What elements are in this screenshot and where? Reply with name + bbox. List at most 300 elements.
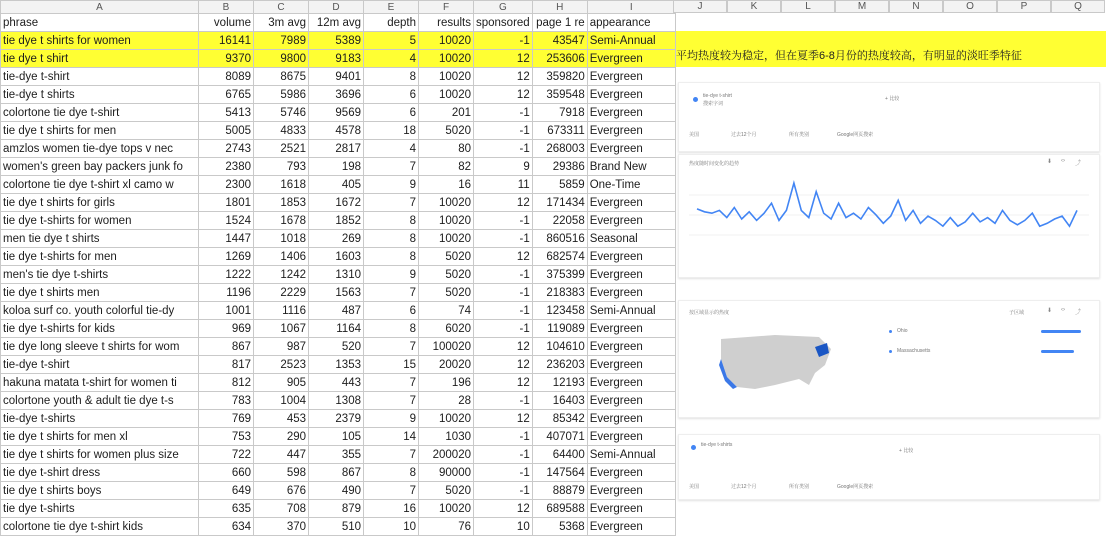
table-cell[interactable]: 867 xyxy=(309,464,364,482)
table-cell[interactable]: 10 xyxy=(364,518,419,536)
table-cell[interactable]: Evergreen xyxy=(587,50,675,68)
table-cell[interactable]: 8 xyxy=(364,212,419,230)
table-cell[interactable]: tie dye t shirts boys xyxy=(1,482,199,500)
table-cell[interactable]: women's green bay packers junk fo xyxy=(1,158,199,176)
table-cell[interactable]: 76 xyxy=(419,518,474,536)
table-cell[interactable]: Evergreen xyxy=(587,266,675,284)
table-cell[interactable]: 510 xyxy=(309,518,364,536)
table-cell[interactable]: 64400 xyxy=(532,446,587,464)
table-cell[interactable]: 8 xyxy=(364,320,419,338)
table-cell[interactable]: 290 xyxy=(254,428,309,446)
table-cell[interactable]: 1116 xyxy=(254,302,309,320)
bottom-filter-region[interactable]: 美国 xyxy=(689,484,700,490)
table-cell[interactable]: Evergreen xyxy=(587,464,675,482)
table-cell[interactable]: 200020 xyxy=(419,446,474,464)
table-cell[interactable]: 8 xyxy=(364,464,419,482)
table-cell[interactable]: 7918 xyxy=(532,104,587,122)
table-cell[interactable]: 147564 xyxy=(532,464,587,482)
table-cell[interactable]: 817 xyxy=(199,356,254,374)
table-cell[interactable]: 10020 xyxy=(419,32,474,50)
table-cell[interactable]: Evergreen xyxy=(587,518,675,536)
table-cell[interactable]: 7 xyxy=(364,374,419,392)
table-cell[interactable]: 5986 xyxy=(254,86,309,104)
region-filter[interactable]: 子区域 xyxy=(1009,310,1025,316)
table-cell[interactable]: 8 xyxy=(364,68,419,86)
table-cell[interactable]: 12 xyxy=(474,50,533,68)
table-cell[interactable]: 12 xyxy=(474,356,533,374)
table-cell[interactable]: 1242 xyxy=(254,266,309,284)
table-cell[interactable]: 10020 xyxy=(419,50,474,68)
table-cell[interactable]: 1004 xyxy=(254,392,309,410)
table-cell[interactable]: 783 xyxy=(199,392,254,410)
table-cell[interactable]: 6765 xyxy=(199,86,254,104)
column-letter[interactable]: I xyxy=(587,1,675,14)
table-cell[interactable]: 753 xyxy=(199,428,254,446)
table-cell[interactable]: 2743 xyxy=(199,140,254,158)
table-cell[interactable]: 10020 xyxy=(419,500,474,518)
table-cell[interactable]: 100020 xyxy=(419,338,474,356)
table-cell[interactable]: 3696 xyxy=(309,86,364,104)
table-cell[interactable]: 12 xyxy=(474,338,533,356)
table-cell[interactable]: results xyxy=(419,14,474,32)
table-cell[interactable]: 2817 xyxy=(309,140,364,158)
table-cell[interactable]: 5020 xyxy=(419,122,474,140)
table-cell[interactable]: tie dye long sleeve t shirts for wom xyxy=(1,338,199,356)
table-cell[interactable]: Brand New xyxy=(587,158,675,176)
table-cell[interactable]: 10020 xyxy=(419,410,474,428)
filter-source[interactable]: Google网页搜索 xyxy=(837,132,874,138)
table-cell[interactable]: 218383 xyxy=(532,284,587,302)
table-cell[interactable]: amzlos women tie-dye tops v nec xyxy=(1,140,199,158)
table-cell[interactable]: 407071 xyxy=(532,428,587,446)
table-cell[interactable]: tie dye t shirts for men xyxy=(1,122,199,140)
table-cell[interactable]: colortone tie dye t-shirt kids xyxy=(1,518,199,536)
table-cell[interactable]: 88879 xyxy=(532,482,587,500)
table-cell[interactable]: 1603 xyxy=(309,248,364,266)
table-cell[interactable]: -1 xyxy=(474,284,533,302)
column-letter[interactable]: J xyxy=(673,0,727,13)
table-cell[interactable]: 74 xyxy=(419,302,474,320)
table-cell[interactable]: -1 xyxy=(474,266,533,284)
table-cell[interactable]: 9401 xyxy=(309,68,364,86)
table-cell[interactable]: 12 xyxy=(474,248,533,266)
table-cell[interactable]: 7 xyxy=(364,284,419,302)
table-cell[interactable]: 43547 xyxy=(532,32,587,50)
table-cell[interactable]: page 1 re xyxy=(532,14,587,32)
table-cell[interactable]: 5 xyxy=(364,32,419,50)
table-cell[interactable]: 12 xyxy=(474,500,533,518)
table-cell[interactable]: 12 xyxy=(474,86,533,104)
table-cell[interactable]: 119089 xyxy=(532,320,587,338)
table-cell[interactable]: 16 xyxy=(419,176,474,194)
table-cell[interactable]: colortone tie dye t-shirt xyxy=(1,104,199,122)
table-cell[interactable]: 12m avg xyxy=(309,14,364,32)
table-cell[interactable]: 10020 xyxy=(419,86,474,104)
table-cell[interactable]: Evergreen xyxy=(587,482,675,500)
table-cell[interactable]: 105 xyxy=(309,428,364,446)
table-cell[interactable]: 5005 xyxy=(199,122,254,140)
table-cell[interactable]: Evergreen xyxy=(587,194,675,212)
table-cell[interactable]: 12193 xyxy=(532,374,587,392)
table-cell[interactable]: 236203 xyxy=(532,356,587,374)
table-cell[interactable]: 1308 xyxy=(309,392,364,410)
table-cell[interactable]: 969 xyxy=(199,320,254,338)
table-cell[interactable]: appearance xyxy=(587,14,675,32)
table-cell[interactable]: 10020 xyxy=(419,194,474,212)
region-title: 按区域显示的热度 xyxy=(689,310,730,316)
table-cell[interactable]: 9569 xyxy=(309,104,364,122)
table-cell[interactable]: men's tie dye t-shirts xyxy=(1,266,199,284)
table-row xyxy=(1,32,676,50)
table-cell[interactable]: -1 xyxy=(474,320,533,338)
table-cell[interactable]: Evergreen xyxy=(587,68,675,86)
table-cell[interactable]: 860516 xyxy=(532,230,587,248)
table-cell[interactable]: 123458 xyxy=(532,302,587,320)
table-cell[interactable]: 9183 xyxy=(309,50,364,68)
table-cell[interactable]: 520 xyxy=(309,338,364,356)
table-cell[interactable]: 490 xyxy=(309,482,364,500)
table-cell[interactable]: -1 xyxy=(474,104,533,122)
table-cell[interactable]: Evergreen xyxy=(587,104,675,122)
table-cell[interactable]: Semi-Annual xyxy=(587,32,675,50)
table-cell[interactable]: 370 xyxy=(254,518,309,536)
table-cell[interactable]: 16403 xyxy=(532,392,587,410)
table-cell[interactable]: tie dye t shirts for men xl xyxy=(1,428,199,446)
table-cell[interactable]: 10020 xyxy=(419,68,474,86)
bottom-filter-time[interactable]: 过去12个月 xyxy=(731,484,757,490)
table-cell[interactable]: 18 xyxy=(364,122,419,140)
table-cell[interactable]: 7 xyxy=(364,158,419,176)
table-cell[interactable]: 7989 xyxy=(254,32,309,50)
table-cell[interactable]: 660 xyxy=(199,464,254,482)
table-cell[interactable]: 12 xyxy=(474,68,533,86)
table-cell[interactable]: Evergreen xyxy=(587,356,675,374)
table-cell[interactable]: Evergreen xyxy=(587,86,675,104)
table-cell[interactable]: 676 xyxy=(254,482,309,500)
table-cell[interactable]: tie-dye t-shirt xyxy=(1,68,199,86)
table-cell[interactable]: 598 xyxy=(254,464,309,482)
table-cell[interactable]: Evergreen xyxy=(587,428,675,446)
table-cell[interactable]: 2523 xyxy=(254,356,309,374)
table-cell[interactable]: 5368 xyxy=(532,518,587,536)
table-cell[interactable]: 1563 xyxy=(309,284,364,302)
table-cell[interactable]: colortone tie dye t-shirt xl camo w xyxy=(1,176,199,194)
column-letter[interactable]: P xyxy=(997,0,1051,13)
table-cell[interactable]: 708 xyxy=(254,500,309,518)
table-cell[interactable]: 269 xyxy=(309,230,364,248)
table-cell[interactable]: 5746 xyxy=(254,104,309,122)
region-share-icon[interactable]: ⤴ xyxy=(1075,310,1082,316)
table-cell[interactable]: Evergreen xyxy=(587,320,675,338)
table-cell[interactable]: hakuna matata t-shirt for women ti xyxy=(1,374,199,392)
table-cell[interactable]: -1 xyxy=(474,140,533,158)
table-cell[interactable]: 7 xyxy=(364,446,419,464)
table-cell[interactable]: sponsored xyxy=(474,14,533,32)
table-cell[interactable]: Evergreen xyxy=(587,122,675,140)
table-cell[interactable]: -1 xyxy=(474,212,533,230)
table-cell[interactable]: 634 xyxy=(199,518,254,536)
table-cell[interactable]: 5020 xyxy=(419,266,474,284)
table-cell[interactable]: 8089 xyxy=(199,68,254,86)
table-cell[interactable]: tie dye t-shirts xyxy=(1,500,199,518)
table-cell[interactable]: 198 xyxy=(309,158,364,176)
table-cell[interactable]: 9 xyxy=(364,410,419,428)
bottom-filter-category[interactable]: 所有类别 xyxy=(789,484,810,490)
table-cell[interactable]: 8 xyxy=(364,230,419,248)
table-cell[interactable]: 9800 xyxy=(254,50,309,68)
table-cell[interactable]: Evergreen xyxy=(587,500,675,518)
table-cell[interactable]: 1222 xyxy=(199,266,254,284)
table-cell[interactable]: 9 xyxy=(364,266,419,284)
table-cell[interactable]: 812 xyxy=(199,374,254,392)
column-letter[interactable]: O xyxy=(943,0,997,13)
table-cell[interactable]: -1 xyxy=(474,464,533,482)
table-cell[interactable]: 1018 xyxy=(254,230,309,248)
table-cell[interactable]: 447 xyxy=(254,446,309,464)
table-cell[interactable]: -1 xyxy=(474,392,533,410)
table-cell[interactable]: Evergreen xyxy=(587,338,675,356)
table-cell[interactable]: -1 xyxy=(474,482,533,500)
table-cell[interactable]: 6020 xyxy=(419,320,474,338)
table-cell[interactable]: Evergreen xyxy=(587,212,675,230)
column-letter[interactable]: K xyxy=(727,0,781,13)
table-cell[interactable]: 7 xyxy=(364,194,419,212)
table-cell[interactable]: Seasonal xyxy=(587,230,675,248)
bottom-compare-button[interactable]: + 比较 xyxy=(899,448,914,454)
table-cell[interactable]: 4 xyxy=(364,140,419,158)
table-cell[interactable]: 2521 xyxy=(254,140,309,158)
table-cell[interactable]: 635 xyxy=(199,500,254,518)
table-cell[interactable]: 3m avg xyxy=(254,14,309,32)
table-cell[interactable]: 682574 xyxy=(532,248,587,266)
table-cell[interactable]: 5413 xyxy=(199,104,254,122)
table-cell[interactable]: tie dye t-shirts for men xyxy=(1,248,199,266)
table-cell[interactable]: 1353 xyxy=(309,356,364,374)
table-cell[interactable]: 6 xyxy=(364,86,419,104)
table-cell[interactable]: tie dye t shirts for women xyxy=(1,32,199,50)
table-cell[interactable]: 8 xyxy=(364,248,419,266)
filter-category[interactable]: 所有类别 xyxy=(789,132,810,138)
table-cell[interactable]: 85342 xyxy=(532,410,587,428)
compare-button[interactable]: + 比较 xyxy=(885,96,900,102)
table-cell[interactable]: 2380 xyxy=(199,158,254,176)
table-cell[interactable]: 722 xyxy=(199,446,254,464)
bottom-filter-source[interactable]: Google网页搜索 xyxy=(837,484,874,490)
table-cell[interactable]: 9370 xyxy=(199,50,254,68)
table-cell[interactable]: 9 xyxy=(474,158,533,176)
table-cell[interactable]: 1269 xyxy=(199,248,254,266)
column-letter[interactable]: D xyxy=(309,1,364,14)
table-cell[interactable]: 12 xyxy=(474,194,533,212)
table-cell[interactable]: 1524 xyxy=(199,212,254,230)
table-cell[interactable]: phrase xyxy=(1,14,199,32)
column-letter[interactable]: B xyxy=(199,1,254,14)
column-letter[interactable]: C xyxy=(254,1,309,14)
table-cell[interactable]: 1853 xyxy=(254,194,309,212)
table-cell[interactable]: 4578 xyxy=(309,122,364,140)
table-cell[interactable]: tie-dye t shirts xyxy=(1,86,199,104)
table-cell[interactable]: 405 xyxy=(309,176,364,194)
filter-region[interactable]: 美国 xyxy=(689,132,700,138)
table-cell[interactable]: 649 xyxy=(199,482,254,500)
table-cell[interactable]: 7 xyxy=(364,482,419,500)
table-cell[interactable]: 6 xyxy=(364,104,419,122)
table-cell[interactable]: 268003 xyxy=(532,140,587,158)
table-cell[interactable]: tie dye t shirts for girls xyxy=(1,194,199,212)
table-cell[interactable]: 6 xyxy=(364,302,419,320)
table-cell[interactable]: tie-dye t-shirts xyxy=(1,410,199,428)
table-cell[interactable]: depth xyxy=(364,14,419,32)
column-letter[interactable]: L xyxy=(781,0,835,13)
table-cell[interactable]: colortone youth & adult tie dye t-s xyxy=(1,392,199,410)
table-cell[interactable]: 375399 xyxy=(532,266,587,284)
term-label: tie-dye t-shirt xyxy=(703,93,732,99)
table-cell[interactable]: 793 xyxy=(254,158,309,176)
table-cell[interactable]: 2229 xyxy=(254,284,309,302)
table-cell[interactable]: 80 xyxy=(419,140,474,158)
note-text: 平均热度较为稳定，但在夏季6-8月份的热度较高，有明显的淡旺季特征 xyxy=(676,50,1022,62)
table-cell[interactable]: 2300 xyxy=(199,176,254,194)
table-cell[interactable]: Semi-Annual xyxy=(587,302,675,320)
table-cell[interactable]: 905 xyxy=(254,374,309,392)
table-cell[interactable]: 10 xyxy=(474,518,533,536)
table-cell[interactable]: 2379 xyxy=(309,410,364,428)
table-cell[interactable]: 15 xyxy=(364,356,419,374)
column-letter[interactable]: G xyxy=(474,1,533,14)
column-letter[interactable]: E xyxy=(364,1,419,14)
table-cell[interactable]: 28 xyxy=(419,392,474,410)
table-cell[interactable]: tie dye t shirts men xyxy=(1,284,199,302)
table-cell[interactable]: Evergreen xyxy=(587,392,675,410)
table-cell[interactable]: men tie dye t shirts xyxy=(1,230,199,248)
table-cell[interactable]: 196 xyxy=(419,374,474,392)
table-cell[interactable]: Evergreen xyxy=(587,374,675,392)
column-letter[interactable]: N xyxy=(889,0,943,13)
table-cell[interactable]: 1801 xyxy=(199,194,254,212)
table-cell[interactable]: 443 xyxy=(309,374,364,392)
table-cell[interactable]: 769 xyxy=(199,410,254,428)
table-cell[interactable]: 1196 xyxy=(199,284,254,302)
table-cell[interactable]: 1672 xyxy=(309,194,364,212)
table-cell[interactable]: volume xyxy=(199,14,254,32)
table-cell[interactable]: 9 xyxy=(364,176,419,194)
table-cell[interactable]: 879 xyxy=(309,500,364,518)
table-cell[interactable]: 7 xyxy=(364,392,419,410)
table-cell[interactable]: 10020 xyxy=(419,230,474,248)
table-cell[interactable]: 1406 xyxy=(254,248,309,266)
table-cell[interactable]: Evergreen xyxy=(587,284,675,302)
table-cell[interactable]: 1001 xyxy=(199,302,254,320)
table-cell[interactable]: 1310 xyxy=(309,266,364,284)
table-cell[interactable]: 673311 xyxy=(532,122,587,140)
embed-icon[interactable]: ‹› xyxy=(1061,158,1065,164)
table-cell[interactable]: One-Time xyxy=(587,176,675,194)
table-cell[interactable]: 8675 xyxy=(254,68,309,86)
table-cell[interactable]: 453 xyxy=(254,410,309,428)
table-cell[interactable]: Evergreen xyxy=(587,248,675,266)
table-cell[interactable]: 5020 xyxy=(419,248,474,266)
table-cell[interactable]: -1 xyxy=(474,230,533,248)
column-letter[interactable]: F xyxy=(419,1,474,14)
table-cell[interactable]: tie dye t shirt xyxy=(1,50,199,68)
table-cell[interactable]: Evergreen xyxy=(587,410,675,428)
table-cell[interactable]: koloa surf co. youth colorful tie-dy xyxy=(1,302,199,320)
column-letter[interactable]: H xyxy=(532,1,587,14)
download-icon[interactable]: ⬇ xyxy=(1047,159,1053,165)
table-cell[interactable]: 29386 xyxy=(532,158,587,176)
table-cell[interactable]: -1 xyxy=(474,32,533,50)
table-cell[interactable]: 1678 xyxy=(254,212,309,230)
table-cell[interactable]: 16141 xyxy=(199,32,254,50)
table-cell[interactable]: 355 xyxy=(309,446,364,464)
table-cell[interactable]: 987 xyxy=(254,338,309,356)
table-row xyxy=(1,338,676,356)
table-cell[interactable]: 689588 xyxy=(532,500,587,518)
table-cell[interactable]: 4 xyxy=(364,50,419,68)
filter-time[interactable]: 过去12个月 xyxy=(731,132,757,138)
table-cell[interactable]: 104610 xyxy=(532,338,587,356)
table-cell[interactable]: 1618 xyxy=(254,176,309,194)
table-cell[interactable]: 5859 xyxy=(532,176,587,194)
table-cell[interactable]: 22058 xyxy=(532,212,587,230)
table-cell[interactable]: 4833 xyxy=(254,122,309,140)
table-cell[interactable]: tie dye t-shirt dress xyxy=(1,464,199,482)
table-cell[interactable]: 253606 xyxy=(532,50,587,68)
table-cell[interactable]: -1 xyxy=(474,122,533,140)
table-cell[interactable]: 359548 xyxy=(532,86,587,104)
table-cell[interactable]: 90000 xyxy=(419,464,474,482)
column-letter[interactable]: M xyxy=(835,0,889,13)
table-cell[interactable]: tie dye t-shirts for women xyxy=(1,212,199,230)
table-cell[interactable]: Semi-Annual xyxy=(587,446,675,464)
region-download-icon[interactable]: ⬇ xyxy=(1047,308,1053,314)
table-cell[interactable]: 201 xyxy=(419,104,474,122)
column-letter[interactable]: Q xyxy=(1051,0,1105,13)
table-cell[interactable]: 12 xyxy=(474,410,533,428)
table-cell[interactable]: 1067 xyxy=(254,320,309,338)
table-cell[interactable]: 14 xyxy=(364,428,419,446)
table-cell[interactable]: 7 xyxy=(364,338,419,356)
table-cell[interactable]: -1 xyxy=(474,428,533,446)
table-cell[interactable]: 12 xyxy=(474,374,533,392)
table-cell[interactable]: 5020 xyxy=(419,482,474,500)
table-cell[interactable]: 867 xyxy=(199,338,254,356)
table-cell[interactable]: 1164 xyxy=(309,320,364,338)
column-letter[interactable]: A xyxy=(1,1,199,14)
table-cell[interactable]: 171434 xyxy=(532,194,587,212)
table-cell[interactable]: 20020 xyxy=(419,356,474,374)
table-cell[interactable]: 10020 xyxy=(419,212,474,230)
region-embed-icon[interactable]: ‹› xyxy=(1061,307,1065,313)
table-cell[interactable]: 1447 xyxy=(199,230,254,248)
table-cell[interactable]: 11 xyxy=(474,176,533,194)
table-cell[interactable]: 5020 xyxy=(419,284,474,302)
table-cell[interactable]: 487 xyxy=(309,302,364,320)
table-cell[interactable]: tie dye t-shirts for kids xyxy=(1,320,199,338)
table-cell[interactable]: Evergreen xyxy=(587,140,675,158)
table-cell[interactable]: 359820 xyxy=(532,68,587,86)
share-icon[interactable]: ⤴ xyxy=(1075,161,1082,167)
table-cell[interactable]: 1852 xyxy=(309,212,364,230)
table-cell[interactable]: 1030 xyxy=(419,428,474,446)
table-cell[interactable]: tie-dye t-shirt xyxy=(1,356,199,374)
table-cell[interactable]: 5389 xyxy=(309,32,364,50)
table-cell[interactable]: 82 xyxy=(419,158,474,176)
table-cell[interactable]: -1 xyxy=(474,446,533,464)
table-cell[interactable]: -1 xyxy=(474,302,533,320)
table-cell[interactable]: 16 xyxy=(364,500,419,518)
table-cell[interactable]: tie dye t shirts for women plus size xyxy=(1,446,199,464)
